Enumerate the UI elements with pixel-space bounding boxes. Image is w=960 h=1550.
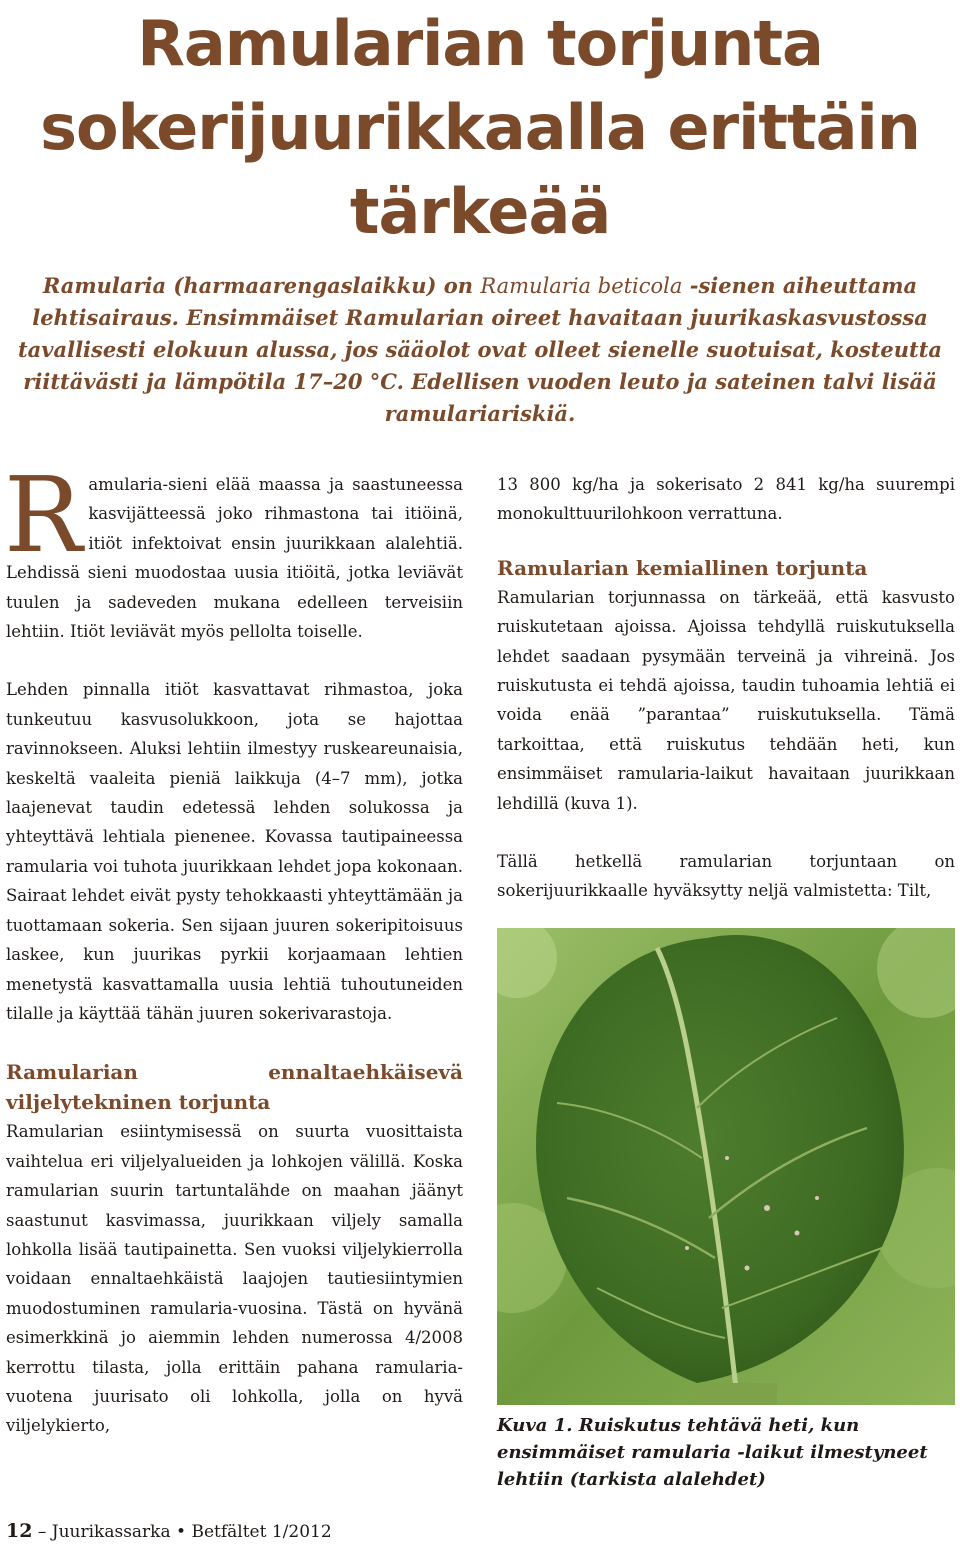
body-paragraph-products: Tällä hetkellä ramularian torjuntaan on sokerijuurikkaalle hyväksytty neljä valmistetta: Tilt,: [497, 852, 955, 901]
title-line-1: Ramularian torjunta: [137, 7, 823, 80]
lead-line-4: riittävästi ja lämpötila 17–20 °C. Edellisen vuoden leuto ja sateinen talvi lisää: [23, 369, 937, 394]
section-heading-preventive: Ramularian ennaltaehkäisevä viljelytekninen torjunta: [6, 1060, 463, 1115]
section-heading-chemical: Ramularian kemiallinen torjunta: [497, 555, 868, 580]
species-name: Ramularia beticola: [480, 274, 683, 298]
lead-line-1: Ramularia (harmaarengaslaikku) on Ramularia beticola -sienen aiheuttama: [42, 273, 918, 298]
body-paragraph-continued: 13 800 kg/ha ja sokerisato 2 841 kg/ha suurempi monokulttuurilohkoon verrattuna.: [497, 475, 955, 524]
lead-line-3: tavallisesti elokuun alussa, jos sääolot ovat olleet sienelle suotuisat, kosteutta: [17, 337, 942, 362]
body-paragraph-3: Ramularian esiintymisessä on suurta vuosittaista vaihtelua eri viljelyalueiden ja lohkojen välillä. Koska ramularian suurin tartuntalähde on maahan jäänyt saastunut kasvimassa, juurikkaan viljely samalla lohkolla lisää tautipainetta. Sen vuoksi viljelykierrolla voidaan ennaltaehkäistä laajojen tautiesiintymien muodostuminen ramularia-vuosina. Tästä on hyvänä esimerkkinä jo aiemmin lehden numerossa 4/2008 kerrottu tilasta, jolla erittäin pahana ramularia-vuotena juurisato oli lohkolla, jolla on hyvä viljelykierto,: [6, 1122, 463, 1436]
lead-line-5: ramulariariskiä.: [384, 401, 576, 426]
lead-paragraph: [0, 270, 960, 430]
title-line-2: sokerijuurikkaalla erittäin: [40, 91, 920, 164]
page-footer: [6, 1520, 332, 1542]
drop-cap: R: [4, 454, 83, 576]
body-paragraph-2: Lehden pinnalla itiöt kasvattavat rihmastoa, joka tunkeutuu kasvusolukkoon, jota se hajottaa ravinnokseen. Aluksi lehtiin ilmestyy ruskeareunaisia, keskeltä vaaleita pieniä laikkuja (4–7 mm), jotka laajenevat taudin edetessä lehden solukossa ja yhteyttävä lehtiala pienenee. Kovassa tautipaineessa ramularia voi tuhota juurikkaan lehdet jopa kokonaan. Sairaat lehdet eivät pysty tehokkaasti yhteyttämään ja tuottamaan sokeria. Sen sijaan juuren sokeripitoisuus laskee, kun juurikas pyrkii korjaamaan lehtien menetystä kasvattamalla uusia lehtiä tuhoutuneiden tilalle ja käyttää tähän juuren sokerivarastoja.: [6, 680, 463, 1023]
page-number: 12: [6, 1520, 33, 1542]
intro-text: amularia-sieni elää maassa ja saastuneessa kasvijätteessä joko rihmastona tai itiöinä, itiöt infektoivat ensin juurikkaan alalehtiä. Lehdissä sieni muodostaa uusia itiöitä, jotka leviävät tuulen ja sadeveden mukana edelleen terveisiin lehtiin. Itiöt leviävät myös pellolta toiselle.: [6, 475, 463, 642]
title-line-3: tärkeää: [349, 175, 611, 248]
publication-info: – Juurikassarka • Betfältet 1/2012: [37, 1522, 332, 1542]
lead-line-2: lehtisairaus. Ensimmäiset Ramularian oireet havaitaan juurikaskasvustossa: [32, 305, 928, 330]
sugar-beet-leaf-photo: [497, 928, 955, 1405]
article-title: [0, 2, 960, 254]
right-column: [497, 470, 955, 906]
left-column: [4, 454, 463, 1441]
photo-caption: Kuva 1. Ruiskutus tehtävä heti, kun ensimmäiset ramularia -laikut ilmestyneet lehtiin (tarkista alalehdet): [497, 1415, 928, 1490]
body-paragraph-chemical: Ramularian torjunnassa on tärkeää, että kasvusto ruiskutetaan ajoissa. Ajoissa tehdyllä ruiskutuksella lehdet saadaan pysymään terveinä ja vihreinä. Jos ruiskutusta ei tehdä ajoissa, taudin tuhoamia lehtiä ei voida enää ”parantaa” ruiskutuksella. Tämä tarkoittaa, että ruiskutus tehdään heti, kun ensimmäiset ramularia-laikut havaitaan juurikkaan lehdillä (kuva 1).: [497, 587, 955, 813]
leaf-illustration: [497, 928, 955, 1405]
intro-paragraph: [4, 454, 463, 646]
